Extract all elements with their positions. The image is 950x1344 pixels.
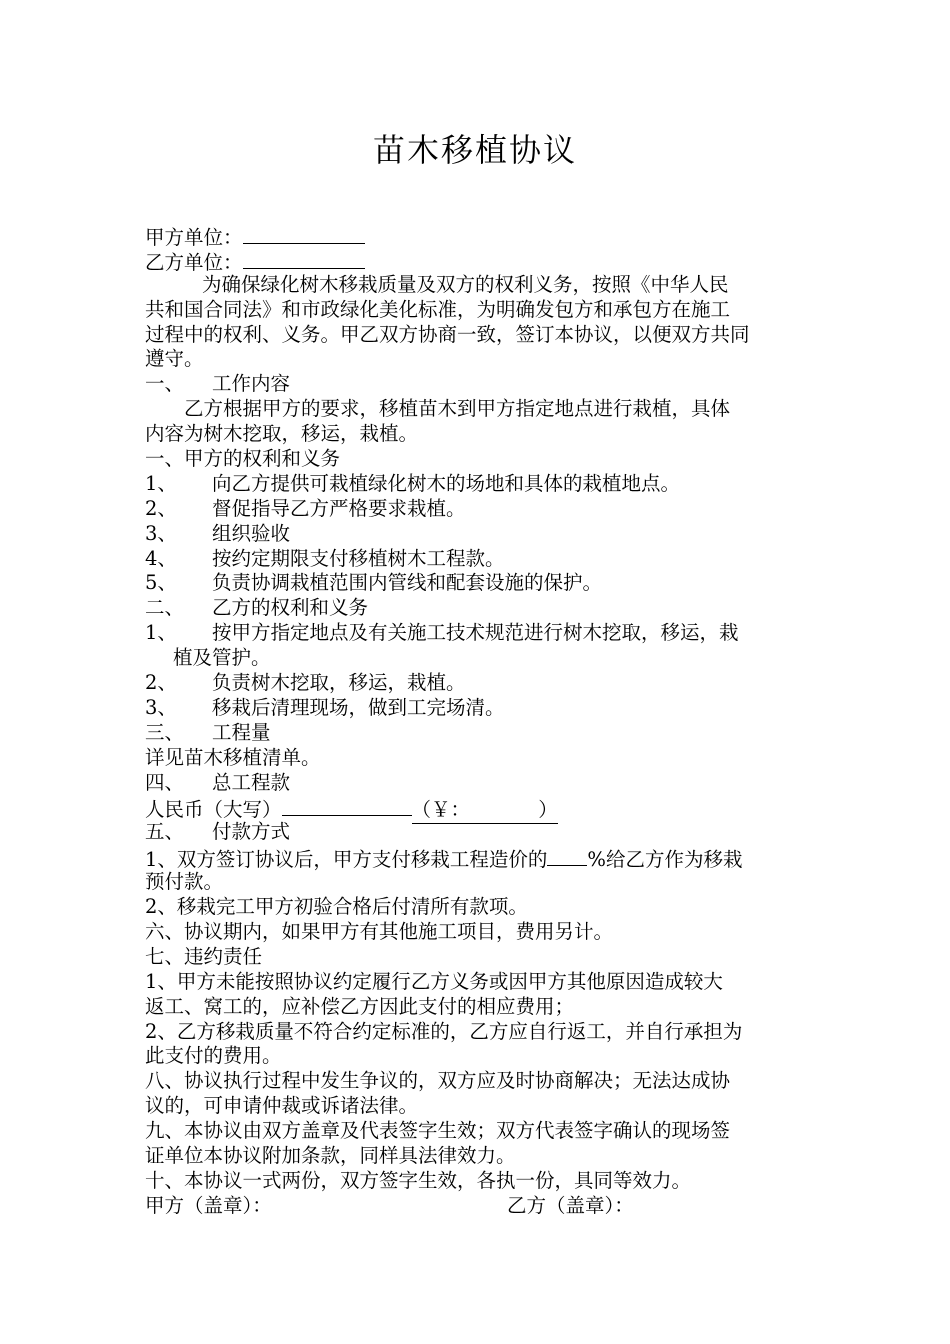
section-heading: 七、违约责任 [145,944,263,968]
section-title: 付款方式 [212,820,291,844]
party-a-label: 甲方单位： [145,226,243,249]
payment-text: %给乙方作为移栽 [587,848,743,872]
section-title: 工程量 [212,720,271,744]
item-text: 督促指导乙方严格要求栽植。 [212,496,466,520]
list-item [145,621,810,646]
preamble-line: 共和国合同法》和市政绿化美化标准，为明确发包方和承包方在施工 [145,297,731,321]
item-text: 按甲方指定地点及有关施工技术规范进行树木挖取，移运，栽 [212,621,739,645]
document-body [145,223,810,1219]
item-number: 1、 [145,621,177,645]
paragraph-line: 2、乙方移栽质量不符合约定标准的，乙方应自行返工，并自行承担为 [145,1019,743,1043]
list-item [145,571,810,596]
paragraph-line: 议的，可申请仲裁或诉诸法律。 [145,1094,419,1118]
rmb-blank [282,795,412,816]
paragraph-line: 预付款。 [145,870,224,894]
preamble-line: 为确保绿化树木移栽质量及双方的权利义务，按照《中华人民 [202,272,729,296]
section-number: 五、 [145,820,185,844]
document-title: 苗木移植协议 [372,131,577,169]
item-number: 2、 [145,671,177,695]
section-number: 四、 [145,770,185,794]
item-number: 1、 [145,471,177,495]
list-item [145,547,810,572]
party-a-blank [243,223,365,244]
section-heading [145,372,810,397]
section-number: 三、 [145,720,185,744]
paragraph-line: 内容为树木挖取，移运，栽植。 [145,422,419,446]
paragraph-line: 返工、窝工的，应补偿乙方因此支付的相应费用； [145,994,575,1018]
amount-line [145,795,810,820]
item-text: 按约定期限支付移植树木工程款。 [212,546,505,570]
item-text: 负责协调栽植范围内管线和配套设施的保护。 [212,571,603,595]
paragraph-line: 十、本协议一式两份，双方签字生效，各执一份，具同等效力。 [145,1168,692,1192]
signature-line [145,1194,810,1219]
list-item [145,671,810,696]
section-title: 总工程款 [212,770,291,794]
percent-blank [547,845,587,866]
party-a-line [145,223,810,248]
section-heading: 一、甲方的权利和义务 [145,447,341,471]
section-title: 乙方的权利和义务 [212,596,369,620]
party-b-label: 乙方单位： [145,250,243,274]
section-heading [145,721,810,746]
paragraph-line: 六、协议期内，如果甲方有其他施工项目，费用另计。 [145,919,614,943]
paragraph-line: 乙方根据甲方的要求，移植苗木到甲方指定地点进行栽植，具体 [184,397,731,421]
paragraph-line: 2、移栽完工甲方初验合格后付清所有款项。 [145,895,528,919]
section-heading [145,771,810,796]
item-text: 向乙方提供可栽植绿化树木的场地和具体的栽植地点。 [212,471,681,495]
list-item [145,497,810,522]
item-text: 移栽后清理现场，做到工完场清。 [212,695,505,719]
party-b-blank [243,248,365,269]
preamble-line: 遵守。 [145,347,204,371]
paragraph-line: 证单位本协议附加条款，同样具法律效力。 [145,1143,516,1167]
paragraph-line: 八、协议执行过程中发生争议的，双方应及时协商解决；无法达成协 [145,1069,731,1093]
item-number: 3、 [145,695,177,719]
list-item [145,472,810,497]
party-b-seal-label: 乙方（盖章）： [507,1193,634,1217]
section-heading [145,596,810,621]
item-text: 负责树木挖取，移运，栽植。 [212,671,466,695]
section-number: 二、 [145,596,185,620]
list-item [145,696,810,721]
list-item-continuation [145,646,810,671]
party-b-line [145,248,810,273]
rmb-amount: （￥： ） [412,798,558,824]
item-text: 植及管护。 [173,646,271,670]
section-title: 工作内容 [212,372,291,396]
item-number: 4、 [145,546,177,570]
paragraph-line: 详见苗木移植清单。 [145,745,321,769]
list-item [145,522,810,547]
paragraph-line: 此支付的费用。 [145,1044,282,1068]
paragraph-line: 1、甲方未能按照协议约定履行乙方义务或因甲方其他原因造成较大 [145,969,723,993]
item-number: 3、 [145,521,177,545]
item-text: 组织验收 [212,521,291,545]
item-number: 5、 [145,571,177,595]
payment-text: 1、双方签订协议后，甲方支付移栽工程造价的 [145,848,548,872]
section-number: 一、 [145,372,185,396]
paragraph-line: 九、本协议由双方盖章及代表签字生效；双方代表签字确认的现场签 [145,1119,731,1143]
item-number: 2、 [145,496,177,520]
paragraph-line [145,845,810,870]
party-a-seal-label: 甲方（盖章）： [145,1193,272,1217]
preamble-line: 过程中的权利、义务。甲乙双方协商一致，签订本协议，以便双方共同 [145,322,750,346]
rmb-label: 人民币（大写） [145,798,282,822]
